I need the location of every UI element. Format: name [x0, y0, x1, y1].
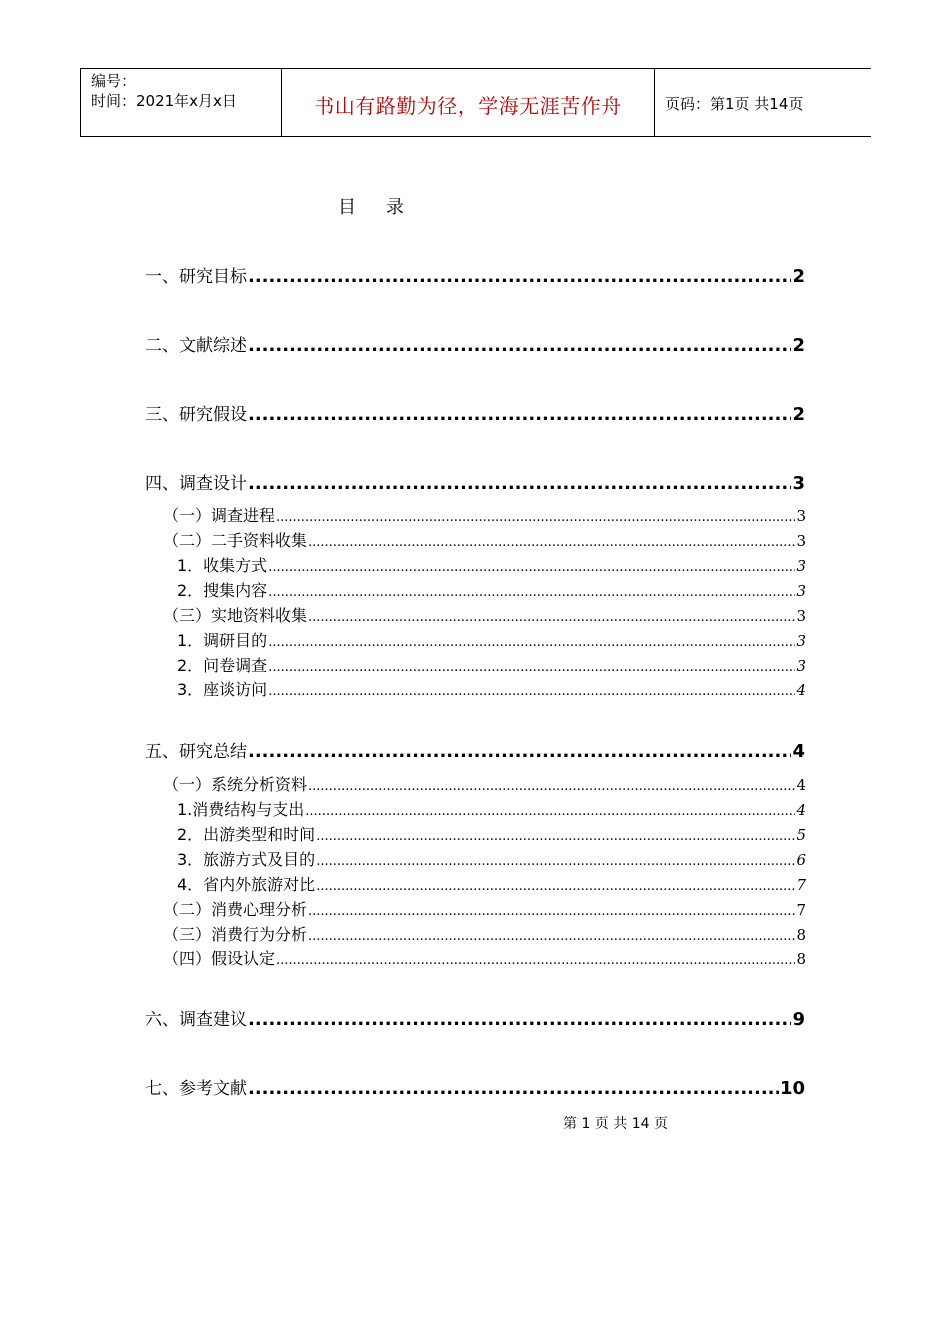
toc-entry-label: 二、文献综述	[145, 336, 247, 356]
toc-entry-label: （三）消费行为分析	[163, 925, 308, 944]
toc-entry[interactable]	[177, 578, 806, 601]
toc-entry-label: 2．出游类型和时间	[177, 825, 316, 844]
toc-entry-label: 2．问卷调查	[177, 656, 268, 675]
toc-entry-page: 3	[796, 607, 806, 625]
toc-entry-label: 六、调查建议	[145, 1010, 247, 1030]
toc-leader	[268, 635, 795, 650]
toc-leader	[276, 510, 795, 525]
toc-entry-label: 4．省内外旅游对比	[177, 875, 316, 894]
toc-leader	[248, 473, 791, 494]
toc-leader	[276, 953, 795, 968]
toc-leader	[248, 335, 791, 356]
toc-entry[interactable]	[163, 897, 806, 920]
toc-entry[interactable]	[177, 797, 806, 820]
toc-leader	[316, 854, 795, 869]
toc-leader	[305, 804, 795, 819]
toc-entry-page: 4	[796, 801, 806, 819]
toc-entry-page: 3	[796, 507, 806, 525]
toc-entry-label: 一、研究目标	[145, 267, 247, 287]
toc-leader	[248, 1078, 779, 1099]
toc-entry[interactable]	[177, 847, 806, 870]
toc-entry-label: 四、调查设计	[145, 474, 247, 494]
toc-entry[interactable]	[145, 1005, 805, 1030]
toc-entry-page: 3	[796, 532, 806, 550]
toc-entry-label: （四）假设认定	[163, 949, 276, 968]
document-header	[80, 68, 871, 137]
toc-entry-page: 2	[792, 266, 805, 287]
toc-entry-page: 4	[796, 681, 806, 699]
toc-leader	[268, 660, 795, 675]
toc-entry-label: 1．调研目的	[177, 631, 268, 650]
toc-entry[interactable]	[145, 400, 805, 425]
toc-entry-page: 5	[796, 826, 806, 844]
toc-entry-page: 7	[796, 901, 806, 919]
toc-entry[interactable]	[163, 603, 806, 626]
toc-entry[interactable]	[145, 469, 805, 494]
header-motto-cell	[282, 69, 655, 136]
toc-entry-page: 6	[796, 851, 806, 869]
toc-entry[interactable]	[145, 1074, 805, 1099]
toc-entry-label: 五、研究总结	[145, 742, 247, 762]
toc-entry-label: 1.消费结构与支出	[177, 800, 305, 819]
toc-leader	[316, 829, 795, 844]
header-info-cell	[81, 69, 282, 136]
toc-entry[interactable]	[145, 737, 805, 762]
toc-entry[interactable]	[145, 262, 805, 287]
toc-title: 目录	[338, 197, 434, 218]
toc-leader	[308, 535, 795, 550]
toc-leader	[248, 741, 791, 762]
header-page-label: 页码：第1页 共14页	[665, 95, 804, 113]
toc-leader	[248, 1009, 791, 1030]
toc-entry[interactable]	[177, 677, 806, 700]
toc-entry-page: 10	[779, 1078, 805, 1099]
toc-entry[interactable]	[177, 553, 806, 576]
toc-entry-page: 4	[792, 741, 805, 762]
toc-leader	[316, 879, 795, 894]
toc-leader	[248, 404, 791, 425]
toc-entry-label: （二）二手资料收集	[163, 531, 308, 550]
toc-entry-page: 3	[796, 557, 806, 575]
toc-entry[interactable]	[177, 872, 806, 895]
toc-entry[interactable]	[177, 653, 806, 676]
toc-leader	[268, 585, 795, 600]
toc-entry-label: 2．搜集内容	[177, 581, 268, 600]
toc-entry-page: 7	[796, 876, 806, 894]
toc-entry[interactable]	[177, 822, 806, 845]
toc-leader	[308, 929, 795, 944]
toc-entry-page: 2	[792, 404, 805, 425]
toc-leader	[308, 779, 795, 794]
toc-leader	[268, 560, 795, 575]
toc-entry[interactable]	[145, 331, 805, 356]
toc-entry-label: 3．旅游方式及目的	[177, 850, 316, 869]
toc-entry-page: 3	[796, 657, 806, 675]
toc-entry-page: 3	[792, 473, 805, 494]
header-motto: 书山有路勤为径，学海无涯苦作舟	[314, 94, 622, 118]
toc-entry-page: 3	[796, 632, 806, 650]
toc-entry[interactable]	[163, 772, 806, 795]
toc-leader	[248, 266, 791, 287]
toc-entry-label: 3．座谈访问	[177, 680, 268, 699]
toc-entry-page: 9	[792, 1009, 805, 1030]
toc-entry[interactable]	[163, 946, 806, 969]
toc-entry-page: 8	[796, 950, 806, 968]
toc-entry[interactable]	[163, 922, 806, 945]
toc-entry-page: 2	[792, 335, 805, 356]
page-footer: 第 1 页 共 14 页	[563, 1116, 668, 1132]
document-time-label: 时间：2021年x月x日	[91, 92, 237, 110]
toc-entry-label: 1．收集方式	[177, 556, 268, 575]
toc-entry[interactable]	[177, 628, 806, 651]
toc-entry[interactable]	[163, 503, 806, 526]
toc-entry-label: （一）系统分析资料	[163, 775, 308, 794]
toc-entry[interactable]	[163, 528, 806, 551]
toc-entry-label: （一）调查进程	[163, 506, 276, 525]
toc-entry-page: 4	[796, 776, 806, 794]
toc-entry-label: （三）实地资料收集	[163, 606, 308, 625]
toc-leader	[308, 610, 795, 625]
toc-entry-label: 三、研究假设	[145, 405, 247, 425]
toc-leader	[268, 684, 795, 699]
header-page-cell	[655, 69, 871, 136]
document-number-label: 编号：	[91, 72, 137, 90]
toc-entry-page: 3	[796, 582, 806, 600]
toc-entry-label: （二）消费心理分析	[163, 900, 308, 919]
toc-leader	[308, 904, 795, 919]
toc-entry-page: 8	[796, 926, 806, 944]
toc-entry-label: 七、参考文献	[145, 1079, 247, 1099]
